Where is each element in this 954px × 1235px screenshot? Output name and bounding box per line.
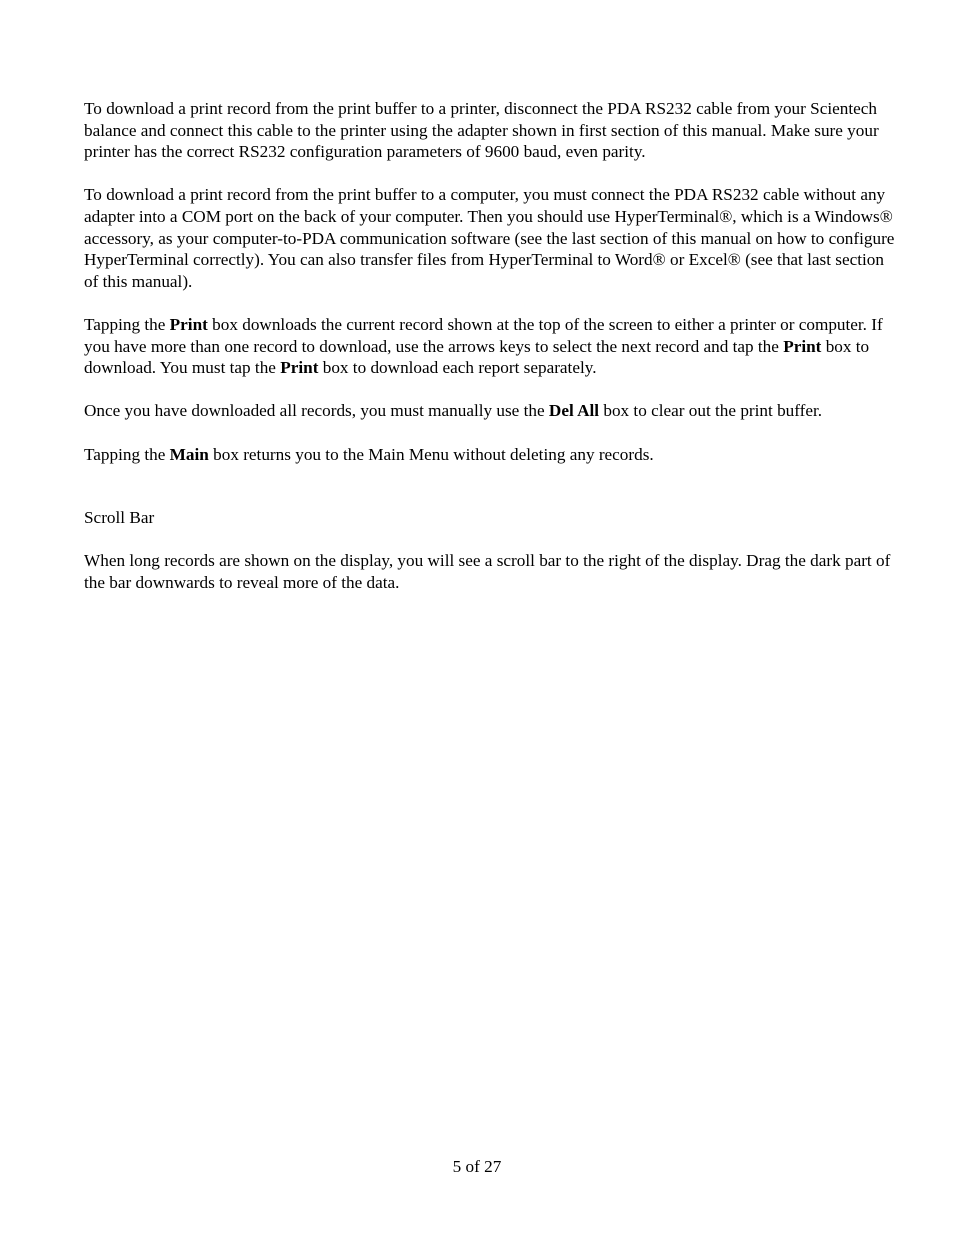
paragraph-print-to-computer: To download a print record from the print buffer to a computer, you must connect the PDA RS232 cable without any adapter into a COM port on the back of your computer. Then you should use HyperTerminal®, which is a Windows® accessory, as your computer-to-PDA communication software (see the last section of this manual on how to configure HyperTerminal correctly). You can also transfer files from HyperTerminal to Word® or Excel® (see that last section of this manual). <box>84 185 895 291</box>
paragraph-main-box <box>84 444 900 466</box>
text-run: box to download. You must tap the <box>84 336 870 378</box>
bold-del-all-label: Del All <box>548 401 600 421</box>
section-heading-scroll-bar: Scroll Bar <box>84 508 155 528</box>
bold-print-label: Print <box>783 336 822 356</box>
page-number: 5 of 27 <box>452 1157 502 1176</box>
text-run: Tapping the <box>84 314 170 334</box>
text-run: Once you have downloaded all records, you must manually use the <box>84 401 549 421</box>
text-run: box to download each report separately. <box>318 358 597 378</box>
paragraph-print-box <box>84 314 900 379</box>
paragraph-scroll-bar: When long records are shown on the display, you will see a scroll bar to the right of the display. Drag the dark part of the bar downwards to reveal more of the data. <box>84 551 891 592</box>
paragraph-del-all <box>84 400 900 422</box>
document-page <box>84 98 900 615</box>
text-run: box downloads the current record shown at the top of the screen to either a printer or computer. If you have more than one record to download, use the arrows keys to select the next record and tap the <box>84 314 883 356</box>
bold-print-label: Print <box>280 358 319 378</box>
bold-print-label: Print <box>169 314 208 334</box>
text-run: Tapping the <box>84 444 170 464</box>
text-run: box returns you to the Main Menu without deleting any records. <box>208 444 654 464</box>
text-run: box to clear out the print buffer. <box>599 401 823 421</box>
paragraph-print-to-printer: To download a print record from the print buffer to a printer, disconnect the PDA RS232 cable from your Scientech balance and connect this cable to the printer using the adapter shown in first section of this manual. Make sure your printer has the correct RS232 configuration parameters of 9600 baud, even parity. <box>84 99 879 162</box>
bold-main-label: Main <box>169 444 209 464</box>
